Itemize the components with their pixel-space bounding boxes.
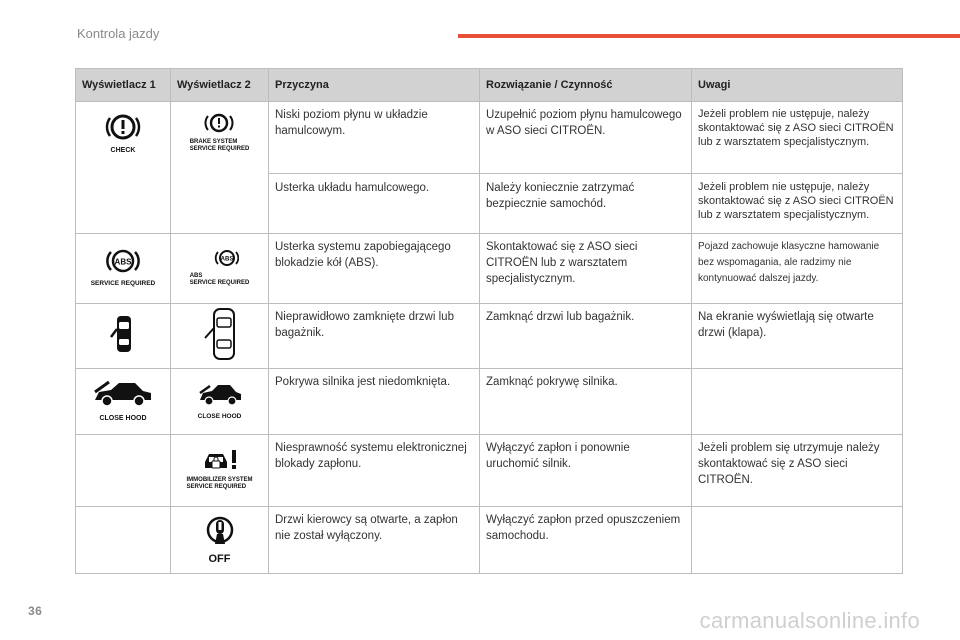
notes-cell: [692, 369, 903, 435]
display1-cell: [76, 304, 171, 369]
display2-cell: [171, 102, 269, 234]
close-hood-label: CLOSE HOOD: [197, 413, 242, 420]
brake-system-label: BRAKE SYSTEM: [189, 139, 238, 145]
solution-cell: Wyłączyć zapłon przed opuszczeniem samochodu.: [480, 507, 692, 574]
notes-cell: Pojazd zachowuje klasyczne hamowanie bez wspomagania, ale radzimy nie kontynuować dalszej jazdy.: [692, 234, 903, 304]
ignition-key-icon: [202, 514, 238, 565]
col-header-cause: Przyczyna: [269, 69, 480, 102]
col-header-solution: Rozwiązanie / Czynność: [480, 69, 692, 102]
off-label: OFF: [208, 552, 231, 565]
cause-cell: [269, 102, 480, 234]
section-title: Kontrola jazdy: [77, 26, 160, 41]
display2-cell: [171, 304, 269, 369]
service-required-label: SERVICE REQUIRED: [90, 280, 156, 287]
display1-cell: [76, 102, 171, 234]
brake-system-icon: [190, 112, 250, 153]
door-open-icon: [200, 306, 240, 367]
col-header-notes: Uwagi: [692, 69, 903, 102]
service-required-label: SERVICE REQUIRED: [189, 280, 250, 286]
header-accent-bar: [458, 34, 960, 38]
svg-text:ABS: ABS: [114, 257, 132, 267]
display2-cell: [171, 507, 269, 574]
display1-cell: [76, 507, 171, 574]
notes-cell: Na ekranie wyświetlają się otwarte drzwi (klapa).: [692, 304, 903, 369]
service-required-label: SERVICE REQUIRED: [189, 146, 250, 152]
cause-text: Niski poziom płynu w układzie hamulcowym.: [275, 109, 428, 137]
notes-cell: [692, 507, 903, 574]
hood-open-icon: [196, 380, 244, 421]
notes-cell: Jeżeli problem się utrzymuje należy skontaktować się z ASO sieci CITROËN.: [692, 435, 903, 507]
display1-cell: [76, 234, 171, 304]
display2-cell: [171, 435, 269, 507]
cause-cell: Drzwi kierowcy są otwarte, a zapłon nie został wyłączony.: [269, 507, 480, 574]
check-label: CHECK: [110, 147, 136, 154]
cause-cell: Nieprawidłowo zamknięte drzwi lub bagażnik.: [269, 304, 480, 369]
cause-cell: Niesprawność systemu elektronicznej blokady zapłonu.: [269, 435, 480, 507]
col-header-display2: Wyświetlacz 2: [171, 69, 269, 102]
solution-cell: Wyłączyć zapłon i ponownie uruchomić silnik.: [480, 435, 692, 507]
table-row: [76, 369, 903, 435]
warning-table: [75, 68, 903, 574]
cause-cell: Usterka systemu zapobiegającego blokadzie kół (ABS).: [269, 234, 480, 304]
solution-cell: Zamknąć pokrywę silnika.: [480, 369, 692, 435]
page-number: 36: [28, 604, 43, 618]
check-warning-icon: [103, 112, 143, 155]
display2-cell: [171, 369, 269, 435]
display1-cell: [76, 369, 171, 435]
watermark: carmanualsonline.info: [699, 608, 920, 633]
notes-text: Jeżeli problem nie ustępuje, należy skontaktować się z ASO sieci CITROËN lub z warsztatem specjalistycznym.: [698, 108, 894, 148]
table-row: [76, 304, 903, 369]
table-row: [76, 507, 903, 574]
close-hood-label: CLOSE HOOD: [99, 415, 147, 422]
solution-cell: Zamknąć drzwi lub bagażnik.: [480, 304, 692, 369]
solution-text: Należy koniecznie zatrzymać bezpiecznie samochód.: [486, 182, 635, 210]
solution-cell: Skontaktować się z ASO sieci CITROËN lub z warsztatem specjalistycznym.: [480, 234, 692, 304]
notes-cell: [692, 102, 903, 234]
display1-cell: [76, 435, 171, 507]
abs-label: ABS: [189, 273, 203, 279]
notes-text: Jeżeli problem nie ustępuje, należy skontaktować się z ASO sieci CITROËN lub z warsztatem specjalistycznym.: [698, 181, 894, 221]
display2-cell: [171, 234, 269, 304]
abs-icon: [190, 248, 250, 287]
hood-open-icon: [91, 378, 155, 423]
immobilizer-label: IMMOBILIZER SYSTEM: [186, 477, 253, 483]
solution-cell: [480, 102, 692, 234]
abs-warning-icon: [91, 247, 156, 288]
cause-text: Usterka układu hamulcowego.: [275, 182, 430, 194]
col-header-display1: Wyświetlacz 1: [76, 69, 171, 102]
cause-cell: Pokrywa silnika jest niedomknięta.: [269, 369, 480, 435]
table-header-row: [76, 69, 903, 102]
table-row: [76, 102, 903, 234]
table-row: [76, 234, 903, 304]
svg-text:ABS: ABS: [221, 256, 234, 263]
table-row: [76, 435, 903, 507]
immobilizer-icon: [187, 448, 253, 491]
solution-text: Uzupełnić poziom płynu hamulcowego w ASO sieci CITROËN.: [486, 109, 682, 137]
door-open-icon: [108, 313, 138, 360]
service-required-label: SERVICE REQUIRED: [186, 484, 247, 490]
